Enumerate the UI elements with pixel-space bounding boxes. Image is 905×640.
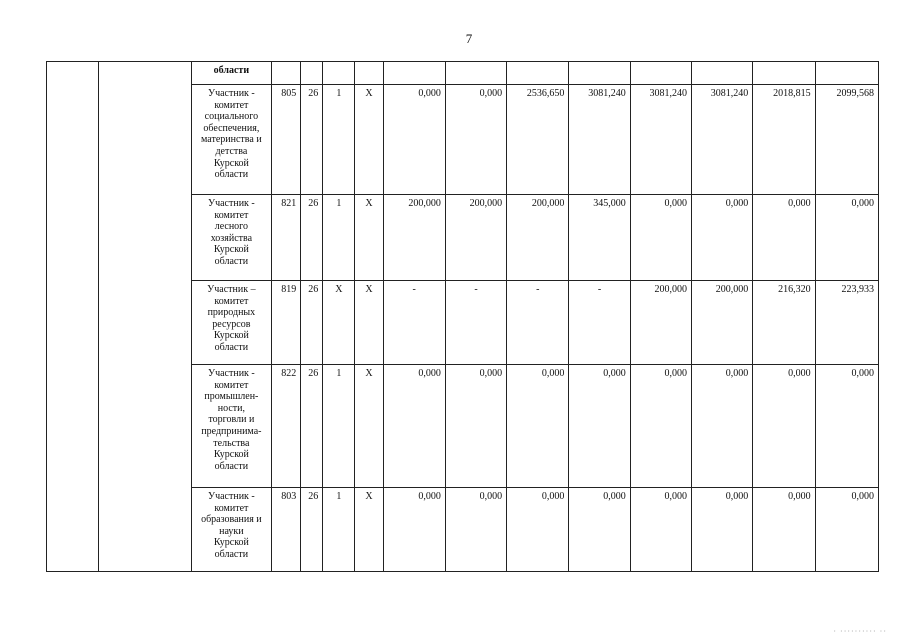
participant-name-line: комитет <box>214 502 249 514</box>
amount-cell-1: 0,000 <box>383 365 445 488</box>
amount-cell-5: 200,000 <box>630 281 691 365</box>
amount-cell-3: 0,000 <box>507 488 569 572</box>
amount-cell-2: 0,000 <box>445 85 506 195</box>
amount-cell-1: - <box>383 281 445 365</box>
amount-cell-2: 0,000 <box>445 365 506 488</box>
participant-name-line: детства <box>215 145 248 157</box>
participant-name-line: области <box>214 548 249 560</box>
gp-code-cell: 26 <box>301 281 323 365</box>
om-code-cell: X <box>355 195 383 281</box>
grbs-code-cell: 821 <box>272 195 301 281</box>
participant-name-line: области <box>214 460 249 472</box>
amount-cell-1: 0,000 <box>383 488 445 572</box>
participant-name-line: Курской <box>213 244 249 256</box>
pp-code-cell: 1 <box>323 195 355 281</box>
participant-name-line: Курской <box>213 449 249 461</box>
participant-name-line: Участник - <box>208 88 255 99</box>
amount-cell-1: 200,000 <box>383 195 445 281</box>
table-row-continuation <box>47 62 879 85</box>
amount-cell-7: 216,320 <box>753 281 815 365</box>
amount-cell-2: 200,000 <box>445 195 506 281</box>
blank-cell-title <box>99 62 191 572</box>
participant-name-line: области <box>214 341 249 353</box>
footer-marks: · ·········· ·· <box>833 627 887 636</box>
participant-name-line: Участник - <box>208 368 255 379</box>
amount-cell-4: 345,000 <box>569 195 630 281</box>
amount-cell-7: 0,000 <box>753 365 815 488</box>
amount-cell-4: 0,000 <box>569 488 630 572</box>
participant-name-line: ности, <box>217 402 245 414</box>
amount-cell-8: 0,000 <box>815 195 878 281</box>
amount-cell-6: 0,000 <box>691 365 752 488</box>
participant-name-line: комитет <box>214 209 249 221</box>
participant-name-line: материнства и <box>201 134 262 146</box>
amount-cell-2: 0,000 <box>445 488 506 572</box>
pp-code-cell: X <box>323 281 355 365</box>
participant-name-line: Участник – <box>207 284 256 295</box>
participant-name-line: образования и <box>201 514 262 526</box>
amount-cell-6: 0,000 <box>691 195 752 281</box>
participant-name-line: Курской <box>213 537 249 549</box>
participant-name-line: комитет <box>214 379 249 391</box>
participant-name-line: Курской <box>213 330 249 342</box>
participant-name-line: ресурсов <box>212 318 251 330</box>
amount-cell-5: 0,000 <box>630 488 691 572</box>
participant-name-cell <box>191 281 271 365</box>
blank-cell-status <box>47 62 99 572</box>
amount-cell-7: 0,000 <box>753 195 815 281</box>
gp-code-cell: 26 <box>301 195 323 281</box>
participant-name-line: промышлен- <box>204 391 259 403</box>
amount-cell-3: 200,000 <box>507 195 569 281</box>
om-code-cell: X <box>355 85 383 195</box>
amount-cell-5: 0,000 <box>630 365 691 488</box>
amount-cell-4: 0,000 <box>569 365 630 488</box>
amount-cell-4: 3081,240 <box>569 85 630 195</box>
participant-name-line: хозяйства <box>210 232 253 244</box>
participant-name-line: природных <box>207 307 256 319</box>
participant-name-line: тельства <box>213 437 250 449</box>
gp-code-cell: 26 <box>301 85 323 195</box>
participant-name-line: лесного <box>214 221 249 233</box>
amount-cell-7: 2018,815 <box>753 85 815 195</box>
participant-name-cell <box>191 488 271 572</box>
participant-name-line: комитет <box>214 295 249 307</box>
continuation-label: области <box>213 65 250 76</box>
pp-code-cell: 1 <box>323 488 355 572</box>
amount-cell-8: 223,933 <box>815 281 878 365</box>
amount-cell-8: 0,000 <box>815 365 878 488</box>
amount-cell-2: - <box>445 281 506 365</box>
amount-cell-1: 0,000 <box>383 85 445 195</box>
grbs-code-cell: 805 <box>272 85 301 195</box>
amount-cell-6: 3081,240 <box>691 85 752 195</box>
amount-cell-8: 0,000 <box>815 488 878 572</box>
grbs-code-cell: 803 <box>272 488 301 572</box>
amount-cell-3: 2536,650 <box>507 85 569 195</box>
participant-name-line: Участник - <box>208 491 255 502</box>
gp-code-cell: 26 <box>301 488 323 572</box>
participant-name-line: Участник - <box>208 198 255 209</box>
participant-name-line: науки <box>219 525 244 537</box>
amount-cell-6: 0,000 <box>691 488 752 572</box>
page-number: 7 <box>465 31 473 46</box>
amount-cell-4: - <box>569 281 630 365</box>
participant-name-line: торговли и <box>208 414 255 426</box>
om-code-cell: X <box>355 281 383 365</box>
amount-cell-5: 0,000 <box>630 195 691 281</box>
participant-name-line: социального <box>204 111 259 123</box>
pp-code-cell: 1 <box>323 365 355 488</box>
participant-name-line: предпринима- <box>201 425 262 437</box>
participant-name-line: области <box>214 255 249 267</box>
participant-name-cell <box>191 195 271 281</box>
amount-cell-5: 3081,240 <box>630 85 691 195</box>
continuation-cell <box>191 62 271 85</box>
participant-name-line: комитет <box>214 99 249 111</box>
participant-name-line: Курской <box>213 157 249 169</box>
budget-table <box>46 61 879 572</box>
table-body <box>47 62 879 572</box>
grbs-code-cell: 822 <box>272 365 301 488</box>
participant-name-cell <box>191 365 271 488</box>
pp-code-cell: 1 <box>323 85 355 195</box>
gp-code-cell: 26 <box>301 365 323 488</box>
participant-name-cell <box>191 85 271 195</box>
amount-cell-6: 200,000 <box>691 281 752 365</box>
participant-name-line: обеспечения, <box>203 122 260 134</box>
om-code-cell: X <box>355 488 383 572</box>
participant-name-line: области <box>214 169 249 181</box>
grbs-code-cell: 819 <box>272 281 301 365</box>
amount-cell-7: 0,000 <box>753 488 815 572</box>
amount-cell-8: 2099,568 <box>815 85 878 195</box>
om-code-cell: X <box>355 365 383 488</box>
amount-cell-3: 0,000 <box>507 365 569 488</box>
amount-cell-3: - <box>507 281 569 365</box>
